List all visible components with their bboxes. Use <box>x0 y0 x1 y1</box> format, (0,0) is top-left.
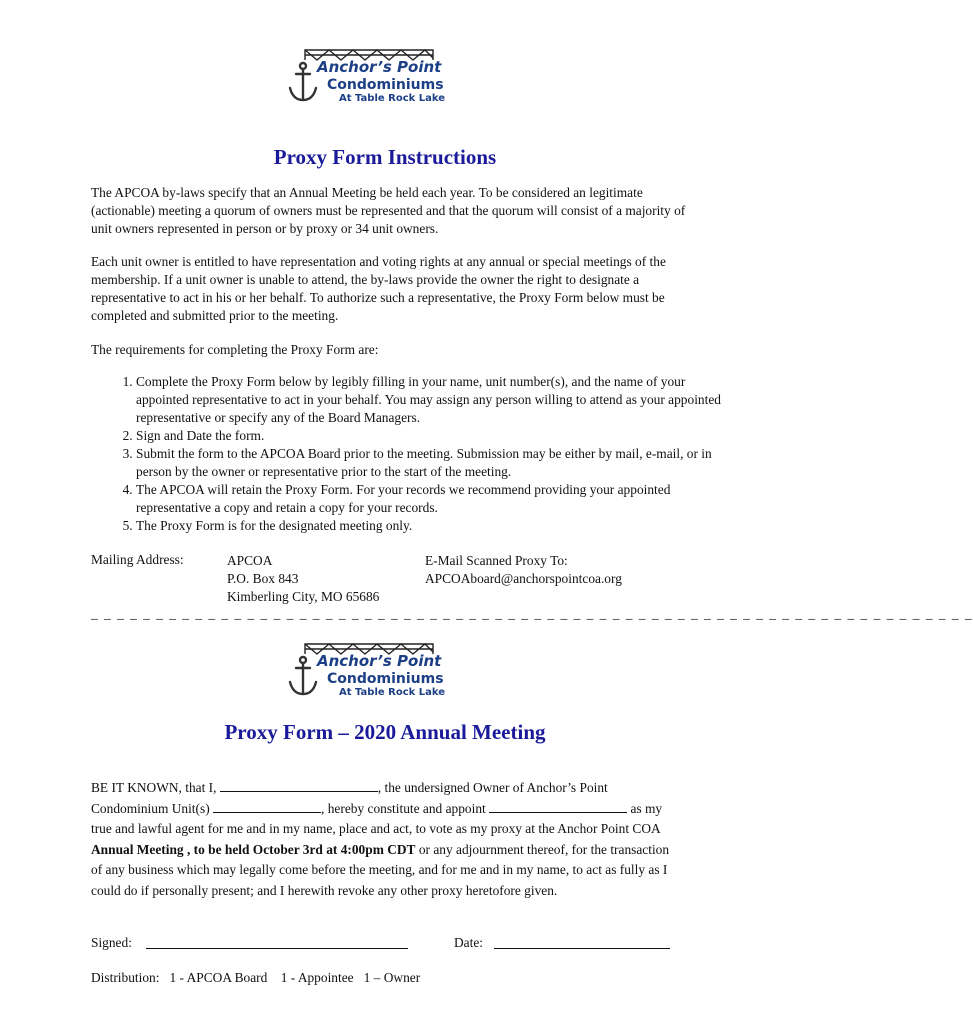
logo-line1: Anchor’s Point <box>317 652 442 670</box>
email-block <box>425 552 622 588</box>
date-label: Date: <box>454 935 483 950</box>
signature-field[interactable] <box>146 948 408 949</box>
date-field[interactable] <box>494 948 670 949</box>
address-line: Kimberling City, MO 65686 <box>227 589 380 604</box>
logo-line1: Anchor’s Point <box>317 58 442 76</box>
proxy-form-body <box>91 778 681 901</box>
logo-line3: At Table Rock Lake <box>339 687 446 698</box>
meeting-details: Annual Meeting , to be held October 3rd at 4:00pm CDT <box>91 841 416 857</box>
proxy-text-5: or any adjournment thereof, for the transaction of any business which may legally come before the meeting, and for me and in my name, to act as fully as I could do if personally present; and I herewith revoke any other proxy heretofore given. <box>91 841 670 898</box>
email-label: E-Mail Scanned Proxy To: <box>425 553 568 568</box>
mailing-address <box>227 552 379 606</box>
distribution-line: Distribution: 1 - APCOA Board 1 - Appointee 1 – Owner <box>91 970 421 985</box>
cut-line-separator: _ _ _ _ _ _ _ _ _ _ _ _ _ _ _ _ _ _ _ _ _ _ _ _ _ _ _ _ _ _ _ _ _ _ _ _ _ _ _ _ _ _ _ _ _ _ _ _ _ _ _ _ _ _ _ _ _ _ _ _ _ _ _ _ _ _ _ _ <box>91 606 973 621</box>
instructions-para-1: The APCOA by-laws specify that an Annual Meeting be held each year. To be considered an legitimate (actionable) meeting a quorum of owners must be represented and that the quorum will consist of a majority of unit owners represented in person or by proxy or 34 unit owners. <box>91 185 686 236</box>
address-line: APCOA <box>227 553 273 568</box>
instructions-para-3: The requirements for completing the Proxy Form are: <box>91 342 379 357</box>
owner-name-field[interactable] <box>220 778 378 792</box>
list-item: 2. Sign and Date the form. <box>136 427 736 445</box>
unit-number-field[interactable] <box>213 799 321 813</box>
logo-bottom <box>283 640 473 706</box>
logo-top <box>283 46 473 112</box>
logo-line3: At Table Rock Lake <box>339 93 446 104</box>
appointee-name-field[interactable] <box>489 799 627 813</box>
proxy-text-1: BE IT KNOWN, that I, <box>91 780 217 795</box>
list-item: 5. The Proxy Form is for the designated meeting only. <box>136 517 736 535</box>
proxy-text-2: , the undersigned Owner of Anchor’s Point Condominium Unit(s) <box>91 780 608 816</box>
list-item: 1. Complete the Proxy Form below by legibly filling in your name, unit number(s), and the name of your appointed representative to act in your behalf. You may assign any person willing to attend as your appointed representative or specify any of the Board Managers. <box>136 373 736 427</box>
logo-line2: Condominiums <box>327 671 444 687</box>
instructions-title: Proxy Form Instructions <box>273 145 497 169</box>
email-address: APCOAboard@anchorspointcoa.org <box>425 571 622 586</box>
requirements-list <box>91 373 736 535</box>
instructions-para-2: Each unit owner is entitled to have representation and voting rights at any annual or special meetings of the membership. If a unit owner is unable to attend, the by-laws provide the owner the right to designate a representative to act in his or her behalf. To authorize such a representative, the Proxy Form below must be completed and submitted prior to the meeting. <box>91 254 666 323</box>
logo-line2: Condominiums <box>327 77 444 93</box>
mailing-address-label: Mailing Address: <box>91 552 184 567</box>
proxy-form-title: Proxy Form – 2020 Annual Meeting <box>224 720 546 744</box>
signed-label: Signed: <box>91 935 132 950</box>
list-item: 4. The APCOA will retain the Proxy Form. For your records we recommend providing your appointed representative a copy and retain a copy for your records. <box>136 481 736 517</box>
proxy-text-3: , hereby constitute and appoint <box>321 800 486 816</box>
list-item: 3. Submit the form to the APCOA Board prior to the meeting. Submission may be either by mail, e-mail, or in person by the owner or representative prior to the start of the meeting. <box>136 445 736 481</box>
address-line: P.O. Box 843 <box>227 571 299 586</box>
proxy-text-4: as my true and lawful agent for me and in my name, place and act, to vote as my proxy at the Anchor Point COA <box>91 800 663 836</box>
